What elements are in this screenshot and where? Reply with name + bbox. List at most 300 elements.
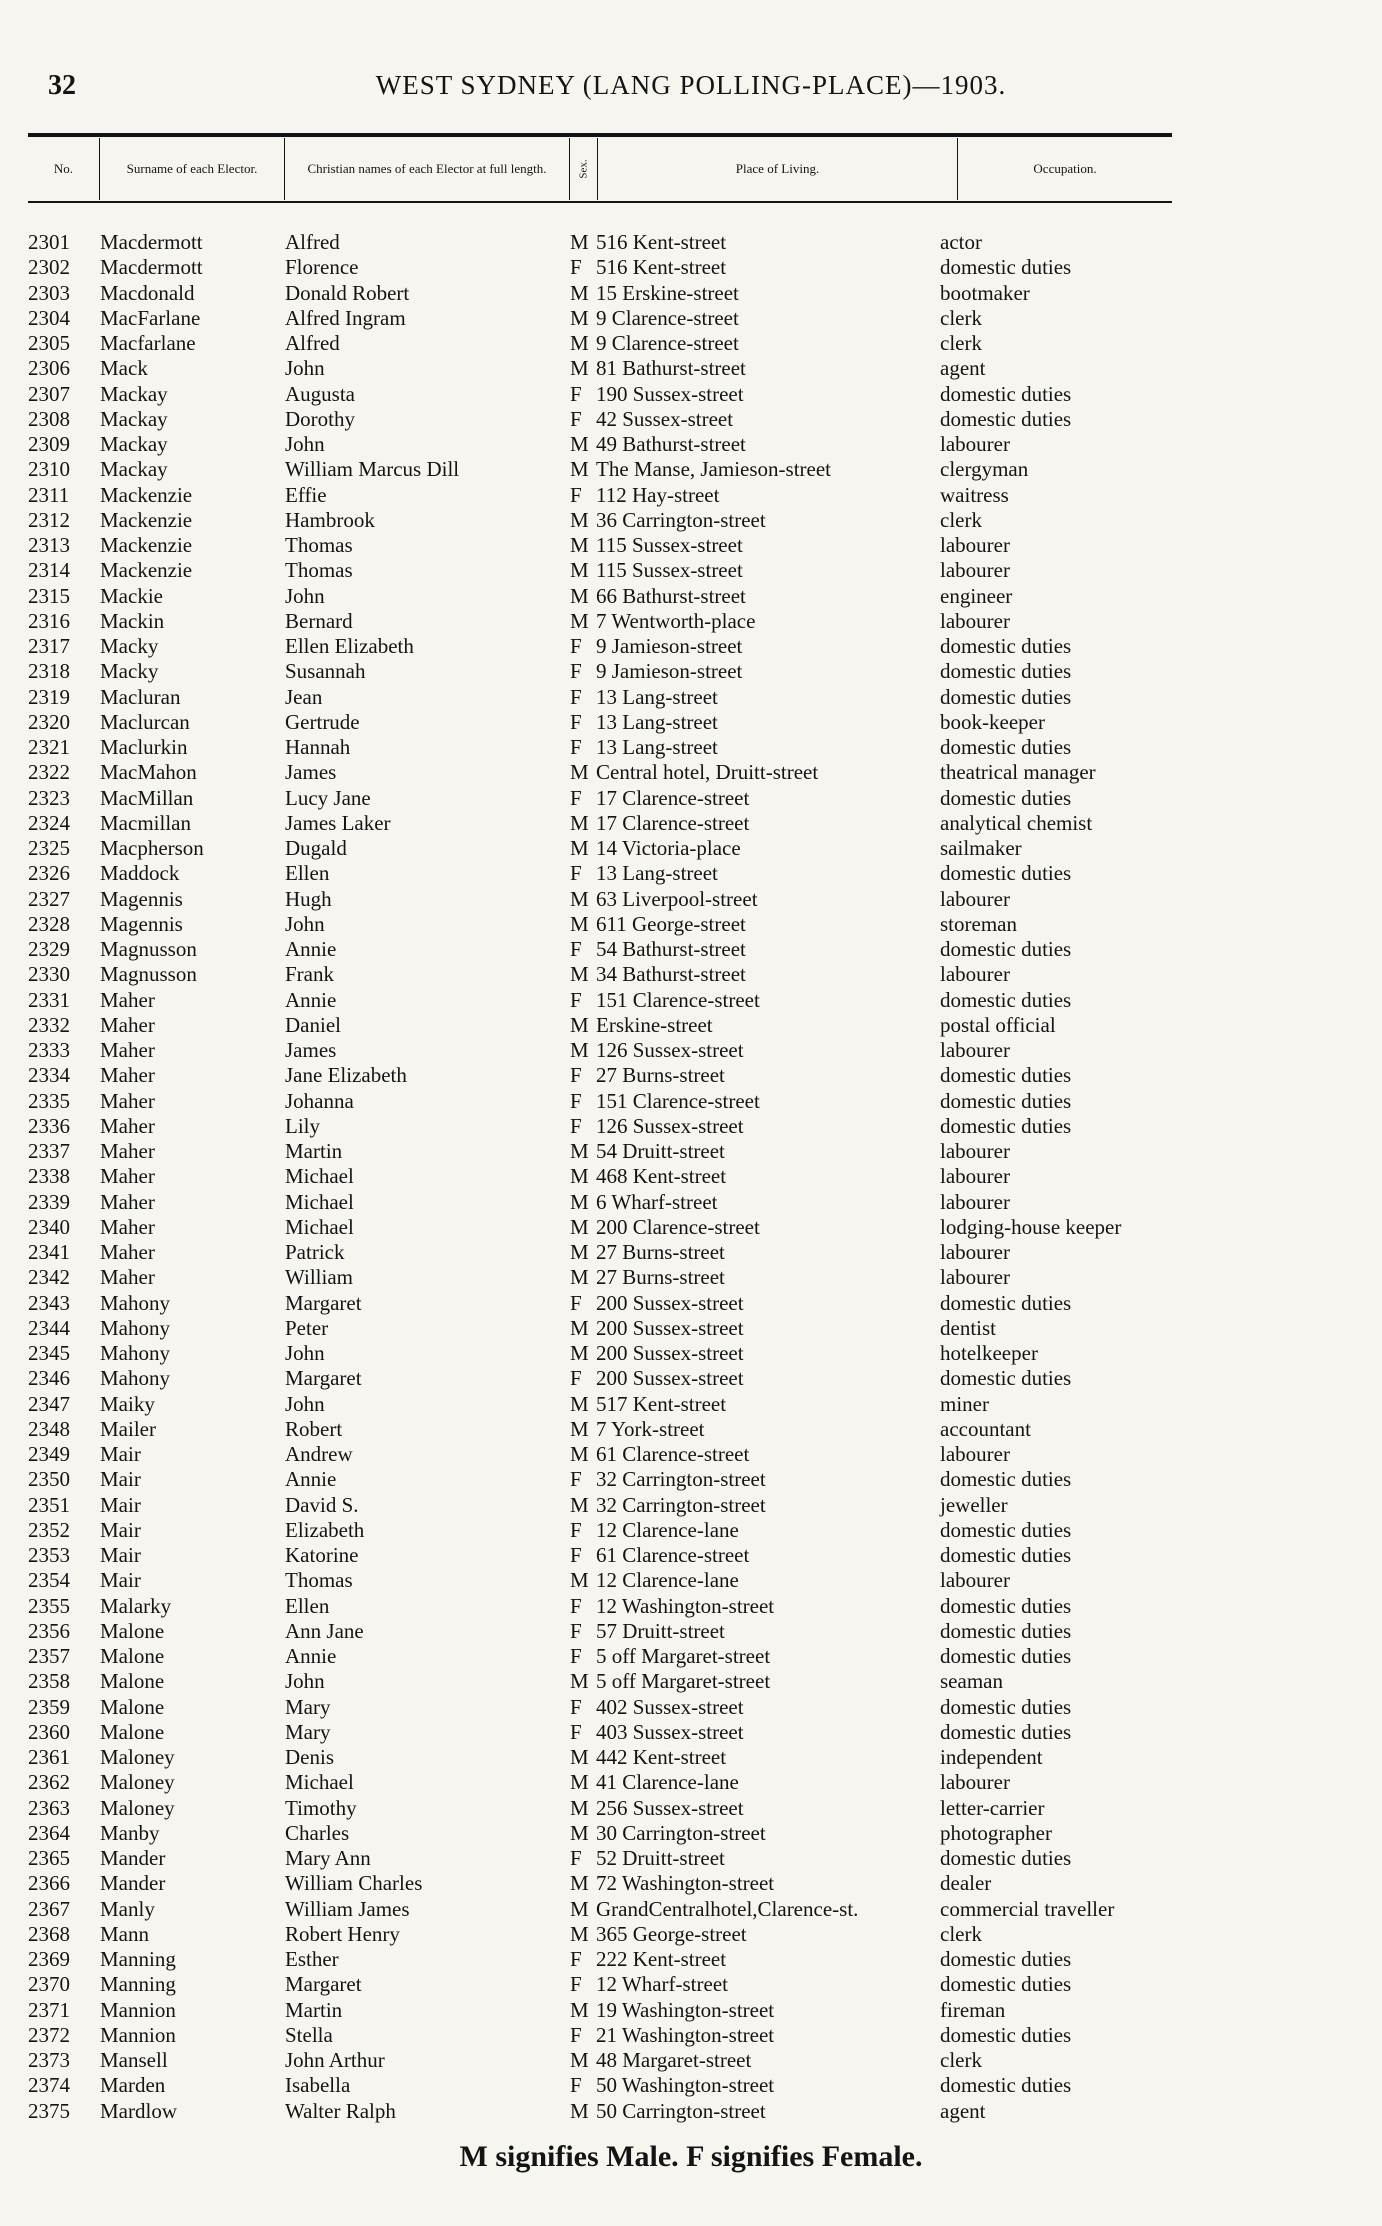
elector-place-of-living: 17 Clarence-street	[596, 785, 750, 810]
elector-occupation: labourer	[940, 1189, 1010, 1214]
elector-place-of-living: 15 Erskine-street	[596, 280, 739, 305]
elector-place-of-living: 54 Druitt-street	[596, 1139, 725, 1163]
table-row	[0, 306, 1382, 331]
elector-christian-names: Thomas	[285, 558, 353, 583]
elector-christian-names: Stella	[285, 2022, 333, 2047]
elector-surname: MacMillan	[100, 785, 194, 810]
column-header-surname: Surname of each Elector.	[100, 138, 285, 200]
elector-number: 2311	[28, 482, 70, 507]
elector-place-of-living: 442 Kent-street	[596, 1745, 727, 1769]
elector-sex: M	[570, 1795, 589, 1820]
elector-surname: Maher	[100, 1265, 155, 1290]
elector-sex: M	[570, 1038, 589, 1062]
table-row	[0, 685, 1382, 710]
table-row	[0, 1947, 1382, 1972]
elector-christian-names: Lily	[285, 1113, 320, 1138]
table-row	[0, 937, 1382, 962]
elector-surname: Maiky	[100, 1391, 155, 1416]
elector-sex: F	[570, 684, 582, 709]
sex-legend: M signifies Male. F signifies Female.	[459, 2140, 923, 2173]
elector-occupation: clerk	[940, 507, 982, 532]
table-row	[0, 356, 1382, 381]
elector-place-of-living: 200 Sussex-street	[596, 1366, 744, 1391]
elector-surname: Macfarlane	[100, 331, 196, 355]
elector-sex: F	[570, 709, 582, 734]
elector-number: 2349	[28, 1442, 70, 1466]
elector-place-of-living: 30 Carrington-street	[596, 1820, 766, 1845]
elector-number: 2315	[28, 583, 70, 608]
elector-sex: F	[570, 1113, 582, 1138]
elector-number: 2336	[28, 1113, 70, 1138]
elector-sex: M	[570, 1416, 589, 1441]
elector-occupation: theatrical manager	[940, 760, 1096, 785]
elector-christian-names: Mary	[285, 1694, 331, 1719]
elector-number: 2342	[28, 1265, 70, 1290]
elector-occupation: waitress	[940, 482, 1009, 507]
table-row	[0, 230, 1382, 255]
elector-place-of-living: 112 Hay-street	[596, 482, 720, 507]
column-header-sex: Sex.	[570, 138, 598, 200]
table-row	[0, 887, 1382, 912]
elector-surname: Malone	[100, 1694, 165, 1719]
table-row	[0, 1720, 1382, 1745]
elector-christian-names: Peter	[285, 1315, 329, 1340]
elector-christian-names: Florence	[285, 255, 359, 280]
table-row	[0, 1467, 1382, 1492]
elector-sex: M	[570, 1492, 589, 1517]
elector-christian-names: Timothy	[285, 1795, 357, 1820]
elector-surname: Maher	[100, 1139, 155, 1163]
elector-occupation: book-keeper	[940, 709, 1045, 734]
elector-number: 2361	[28, 1745, 70, 1769]
elector-place-of-living: 48 Margaret-street	[596, 2048, 752, 2072]
elector-surname: Mansell	[100, 2048, 168, 2072]
elector-sex: M	[570, 1745, 589, 1769]
elector-number: 2375	[28, 2098, 70, 2123]
elector-occupation: clerk	[940, 331, 982, 355]
elector-sex: M	[570, 583, 589, 608]
elector-surname: Maher	[100, 1214, 155, 1239]
elector-sex: M	[570, 2098, 589, 2123]
elector-surname: Magennis	[100, 886, 183, 911]
elector-christian-names: Dorothy	[285, 406, 355, 431]
elector-number: 2332	[28, 1012, 70, 1037]
elector-occupation: bootmaker	[940, 280, 1030, 305]
elector-sex: F	[570, 785, 582, 810]
elector-surname: Maher	[100, 1063, 155, 1088]
elector-occupation: domestic duties	[940, 1543, 1072, 1567]
elector-surname: Maher	[100, 1038, 155, 1062]
elector-place-of-living: 9 Jamieson-street	[596, 634, 743, 658]
elector-place-of-living: 13 Lang-street	[596, 709, 718, 734]
elector-occupation: jeweller	[940, 1492, 1008, 1517]
elector-sex: M	[570, 533, 589, 557]
table-row	[0, 1114, 1382, 1139]
elector-place-of-living: 200 Clarence-street	[596, 1214, 760, 1239]
elector-occupation: domestic duties	[940, 937, 1072, 961]
elector-surname: Mailer	[100, 1416, 156, 1441]
column-header-christian-names: Christian names of each Elector at full length.	[285, 138, 570, 200]
elector-place-of-living: 200 Sussex-street	[596, 1315, 744, 1340]
elector-place-of-living: 42 Sussex-street	[596, 406, 734, 431]
elector-occupation: labourer	[940, 886, 1010, 911]
elector-surname: Malarky	[100, 1593, 172, 1618]
table-row	[0, 988, 1382, 1013]
elector-christian-names: Bernard	[285, 608, 353, 633]
elector-sex: M	[570, 760, 589, 785]
table-row	[0, 735, 1382, 760]
elector-sex: F	[570, 381, 582, 406]
elector-occupation: domestic duties	[940, 1063, 1072, 1088]
elector-sex: F	[570, 861, 582, 886]
elector-christian-names: Robert Henry	[285, 1921, 400, 1946]
elector-occupation: labourer	[940, 1442, 1010, 1466]
table-row	[0, 912, 1382, 937]
elector-number: 2324	[28, 810, 70, 835]
table-row	[0, 508, 1382, 533]
elector-number: 2310	[28, 457, 70, 482]
column-header-occupation: Occupation.	[1033, 161, 1097, 176]
elector-occupation: domestic duties	[940, 406, 1072, 431]
elector-sex: F	[570, 2022, 582, 2047]
elector-christian-names: Margaret	[285, 1972, 362, 1997]
elector-surname: Manly	[100, 1896, 155, 1921]
table-row	[0, 1215, 1382, 1240]
elector-sex: M	[570, 911, 589, 936]
elector-occupation: analytical chemist	[940, 810, 1093, 835]
elector-sex: M	[570, 1442, 589, 1466]
elector-occupation: labourer	[940, 1240, 1010, 1264]
elector-occupation: domestic duties	[940, 1618, 1072, 1643]
table-row	[0, 786, 1382, 811]
elector-christian-names: John	[285, 1341, 325, 1365]
elector-place-of-living: 9 Jamieson-street	[596, 659, 743, 684]
elector-occupation: domestic duties	[940, 1467, 1072, 1492]
column-header-no: No.	[28, 138, 100, 200]
elector-surname: Mander	[100, 1846, 166, 1870]
elector-christian-names: William Charles	[285, 1871, 423, 1896]
elector-place-of-living: 115 Sussex-street	[596, 533, 743, 557]
elector-christian-names: Esther	[285, 1947, 339, 1971]
elector-place-of-living: 222 Kent-street	[596, 1947, 727, 1971]
elector-place-of-living: 516 Kent-street	[596, 230, 727, 254]
elector-occupation: domestic duties	[940, 1694, 1072, 1719]
table-row	[0, 457, 1382, 482]
elector-occupation: domestic duties	[940, 1113, 1072, 1138]
elector-christian-names: Martin	[285, 1997, 343, 2022]
table-row	[0, 1190, 1382, 1215]
elector-occupation: labourer	[940, 1770, 1010, 1795]
elector-surname: Mann	[100, 1921, 149, 1946]
elector-occupation: labourer	[940, 1568, 1010, 1593]
elector-surname: Mair	[100, 1492, 141, 1517]
elector-sex: F	[570, 1467, 582, 1492]
elector-sex: F	[570, 255, 582, 280]
elector-occupation: domestic duties	[940, 1088, 1072, 1113]
elector-occupation: domestic duties	[940, 785, 1072, 810]
table-row	[0, 1821, 1382, 1846]
elector-number: 2330	[28, 962, 70, 987]
elector-place-of-living: 7 Wentworth-place	[596, 608, 756, 633]
elector-surname: Maher	[100, 1240, 155, 1264]
elector-number: 2313	[28, 533, 70, 557]
elector-surname: Mardlow	[100, 2098, 177, 2123]
elector-place-of-living: 61 Clarence-street	[596, 1442, 750, 1466]
elector-christian-names: James Laker	[285, 810, 391, 835]
elector-sex: M	[570, 457, 589, 482]
elector-sex: M	[570, 1265, 589, 1290]
elector-surname: Manning	[100, 1972, 176, 1997]
elector-number: 2340	[28, 1214, 70, 1239]
elector-surname: Manning	[100, 1947, 176, 1971]
elector-christian-names: Hannah	[285, 735, 351, 759]
elector-sex: M	[570, 1770, 589, 1795]
elector-christian-names: Margaret	[285, 1290, 362, 1315]
table-row	[0, 1366, 1382, 1391]
elector-christian-names: John	[285, 583, 325, 608]
elector-number: 2341	[28, 1240, 70, 1264]
elector-christian-names: Lucy Jane	[285, 785, 371, 810]
elector-christian-names: William	[285, 1265, 353, 1290]
elector-number: 2366	[28, 1871, 70, 1896]
elector-surname: Maher	[100, 987, 155, 1012]
elector-sex: F	[570, 987, 582, 1012]
elector-christian-names: Michael	[285, 1164, 354, 1189]
table-row	[0, 1013, 1382, 1038]
elector-sex: F	[570, 1846, 582, 1870]
elector-sex: F	[570, 1366, 582, 1391]
elector-place-of-living: 72 Washington-street	[596, 1871, 775, 1896]
elector-surname: Malone	[100, 1644, 165, 1668]
elector-occupation: labourer	[940, 1164, 1010, 1189]
elector-number: 2314	[28, 558, 70, 583]
table-row	[0, 811, 1382, 836]
table-row	[0, 1139, 1382, 1164]
table-row	[0, 1871, 1382, 1896]
elector-number: 2317	[28, 634, 70, 658]
elector-occupation: miner	[940, 1391, 989, 1416]
elector-surname: Malone	[100, 1618, 165, 1643]
elector-christian-names: Jane Elizabeth	[285, 1063, 407, 1088]
elector-surname: Maher	[100, 1189, 155, 1214]
header-rule	[28, 133, 1172, 137]
elector-christian-names: John Arthur	[285, 2048, 385, 2072]
elector-sex: M	[570, 1997, 589, 2022]
elector-place-of-living: 468 Kent-street	[596, 1164, 727, 1189]
elector-place-of-living: 61 Clarence-street	[596, 1543, 750, 1567]
elector-surname: Macky	[100, 659, 159, 684]
table-row	[0, 609, 1382, 634]
elector-surname: Mackay	[100, 406, 168, 431]
elector-place-of-living: GrandCentralhotel,Clarence-st.	[596, 1896, 859, 1921]
elector-occupation: commercial traveller	[940, 1896, 1115, 1921]
elector-place-of-living: 151 Clarence-street	[596, 987, 760, 1012]
table-row	[0, 1770, 1382, 1795]
elector-sex: F	[570, 1517, 582, 1542]
table-row	[0, 1796, 1382, 1821]
elector-sex: M	[570, 1921, 589, 1946]
elector-sex: M	[570, 1871, 589, 1896]
elector-occupation: clergyman	[940, 457, 1029, 482]
elector-place-of-living: 32 Carrington-street	[596, 1492, 766, 1517]
elector-surname: Mannion	[100, 2022, 176, 2047]
elector-christian-names: Annie	[285, 1467, 337, 1492]
elector-place-of-living: 12 Clarence-lane	[596, 1568, 739, 1593]
elector-number: 2354	[28, 1568, 70, 1593]
elector-surname: Maloney	[100, 1745, 175, 1769]
elector-surname: Mahony	[100, 1290, 170, 1315]
table-row	[0, 760, 1382, 785]
elector-number: 2352	[28, 1517, 70, 1542]
elector-surname: Mannion	[100, 1997, 176, 2022]
elector-sex: M	[570, 608, 589, 633]
elector-occupation: labourer	[940, 533, 1010, 557]
elector-place-of-living: 21 Washington-street	[596, 2022, 775, 2047]
elector-sex: M	[570, 432, 589, 456]
elector-occupation: domestic duties	[940, 1947, 1072, 1971]
elector-christian-names: Ellen	[285, 861, 330, 886]
elector-occupation: domestic duties	[940, 1719, 1072, 1744]
elector-place-of-living: 9 Clarence-street	[596, 331, 739, 355]
elector-occupation: domestic duties	[940, 861, 1072, 886]
elector-surname: Macdonald	[100, 280, 195, 305]
elector-number: 2320	[28, 709, 70, 734]
elector-surname: Mackenzie	[100, 558, 193, 583]
elector-place-of-living: 32 Carrington-street	[596, 1467, 766, 1492]
elector-christian-names: Alfred	[285, 230, 340, 254]
elector-occupation: letter-carrier	[940, 1795, 1045, 1820]
elector-place-of-living: 41 Clarence-lane	[596, 1770, 739, 1795]
elector-place-of-living: 402 Sussex-street	[596, 1694, 744, 1719]
table-row	[0, 281, 1382, 306]
table-row	[0, 533, 1382, 558]
elector-place-of-living: 49 Bathurst-street	[596, 432, 746, 456]
elector-number: 2325	[28, 836, 70, 860]
elector-number: 2337	[28, 1139, 70, 1163]
elector-christian-names: James	[285, 1038, 337, 1062]
elector-place-of-living: 52 Druitt-street	[596, 1846, 725, 1870]
elector-occupation: clerk	[940, 305, 982, 330]
elector-sex: F	[570, 1719, 582, 1744]
elector-place-of-living: 50 Washington-street	[596, 2073, 775, 2098]
elector-sex: M	[570, 836, 589, 860]
table-row	[0, 1493, 1382, 1518]
elector-sex: M	[570, 305, 589, 330]
elector-christian-names: Denis	[285, 1745, 334, 1769]
elector-surname: Mair	[100, 1467, 141, 1492]
elector-sex: M	[570, 1164, 589, 1189]
elector-occupation: hotelkeeper	[940, 1341, 1038, 1365]
elector-sex: F	[570, 1972, 582, 1997]
elector-place-of-living: Erskine-street	[596, 1012, 713, 1037]
elector-number: 2350	[28, 1467, 70, 1492]
elector-christian-names: John	[285, 911, 325, 936]
elector-christian-names: Alfred Ingram	[285, 305, 406, 330]
elector-place-of-living: 611 George-street	[596, 911, 746, 936]
elector-number: 2312	[28, 507, 70, 532]
elector-place-of-living: 12 Washington-street	[596, 1593, 775, 1618]
elector-christian-names: William James	[285, 1896, 410, 1921]
elector-number: 2346	[28, 1366, 70, 1391]
table-row	[0, 1341, 1382, 1366]
elector-sex: M	[570, 558, 589, 583]
elector-occupation: actor	[940, 230, 982, 254]
elector-occupation: domestic duties	[940, 1846, 1072, 1870]
elector-number: 2372	[28, 2022, 70, 2047]
elector-surname: Malone	[100, 1669, 165, 1694]
elector-christian-names: Annie	[285, 937, 337, 961]
elector-occupation: domestic duties	[940, 659, 1072, 684]
elector-surname: Mackenzie	[100, 507, 193, 532]
elector-sex: M	[570, 2048, 589, 2072]
column-header-place: Place of Living.	[598, 138, 958, 200]
elector-place-of-living: 9 Clarence-street	[596, 305, 739, 330]
elector-surname: Mack	[100, 356, 148, 381]
table-row	[0, 710, 1382, 735]
elector-surname: Macky	[100, 634, 159, 658]
elector-number: 2305	[28, 331, 70, 355]
elector-surname: Maloney	[100, 1795, 175, 1820]
elector-occupation: engineer	[940, 583, 1013, 608]
table-row	[0, 2023, 1382, 2048]
elector-occupation: storeman	[940, 911, 1017, 936]
elector-surname: Maher	[100, 1088, 155, 1113]
elector-number: 2328	[28, 911, 70, 936]
elector-occupation: agent	[940, 356, 986, 381]
elector-christian-names: Thomas	[285, 1568, 353, 1593]
elector-occupation: independent	[940, 1745, 1043, 1769]
elector-christian-names: James	[285, 760, 337, 785]
elector-occupation: domestic duties	[940, 255, 1072, 280]
table-row	[0, 483, 1382, 508]
elector-christian-names: Hugh	[285, 886, 332, 911]
elector-surname: Mair	[100, 1517, 141, 1542]
elector-number: 2365	[28, 1846, 70, 1870]
elector-number: 2309	[28, 432, 70, 456]
elector-place-of-living: 13 Lang-street	[596, 735, 718, 759]
elector-surname: Mahony	[100, 1366, 170, 1391]
elector-sex: M	[570, 1896, 589, 1921]
elector-number: 2347	[28, 1391, 70, 1416]
elector-christian-names: William Marcus Dill	[285, 457, 460, 482]
elector-sex: M	[570, 1391, 589, 1416]
table-row	[0, 1417, 1382, 1442]
elector-sex: F	[570, 634, 582, 658]
elector-number: 2362	[28, 1770, 70, 1795]
elector-place-of-living: 27 Burns-street	[596, 1240, 725, 1264]
table-row	[0, 2048, 1382, 2073]
elector-number: 2351	[28, 1492, 70, 1517]
elector-occupation: domestic duties	[940, 1517, 1072, 1542]
page-title: WEST SYDNEY (LANG POLLING-PLACE)—1903.	[375, 70, 1007, 100]
elector-number: 2369	[28, 1947, 70, 1971]
elector-occupation: domestic duties	[940, 1593, 1072, 1618]
table-row	[0, 1669, 1382, 1694]
elector-occupation: labourer	[940, 608, 1010, 633]
elector-place-of-living: 5 off Margaret-street	[596, 1669, 771, 1694]
table-row	[0, 2099, 1382, 2124]
elector-occupation: dentist	[940, 1315, 996, 1340]
elector-number: 2326	[28, 861, 70, 886]
elector-christian-names: Gertrude	[285, 709, 360, 734]
table-row	[0, 1164, 1382, 1189]
elector-surname: Macpherson	[100, 836, 204, 860]
table-row	[0, 1998, 1382, 2023]
elector-surname: Mackay	[100, 381, 168, 406]
elector-sex: F	[570, 1063, 582, 1088]
elector-place-of-living: 34 Bathurst-street	[596, 962, 746, 987]
table-row	[0, 659, 1382, 684]
